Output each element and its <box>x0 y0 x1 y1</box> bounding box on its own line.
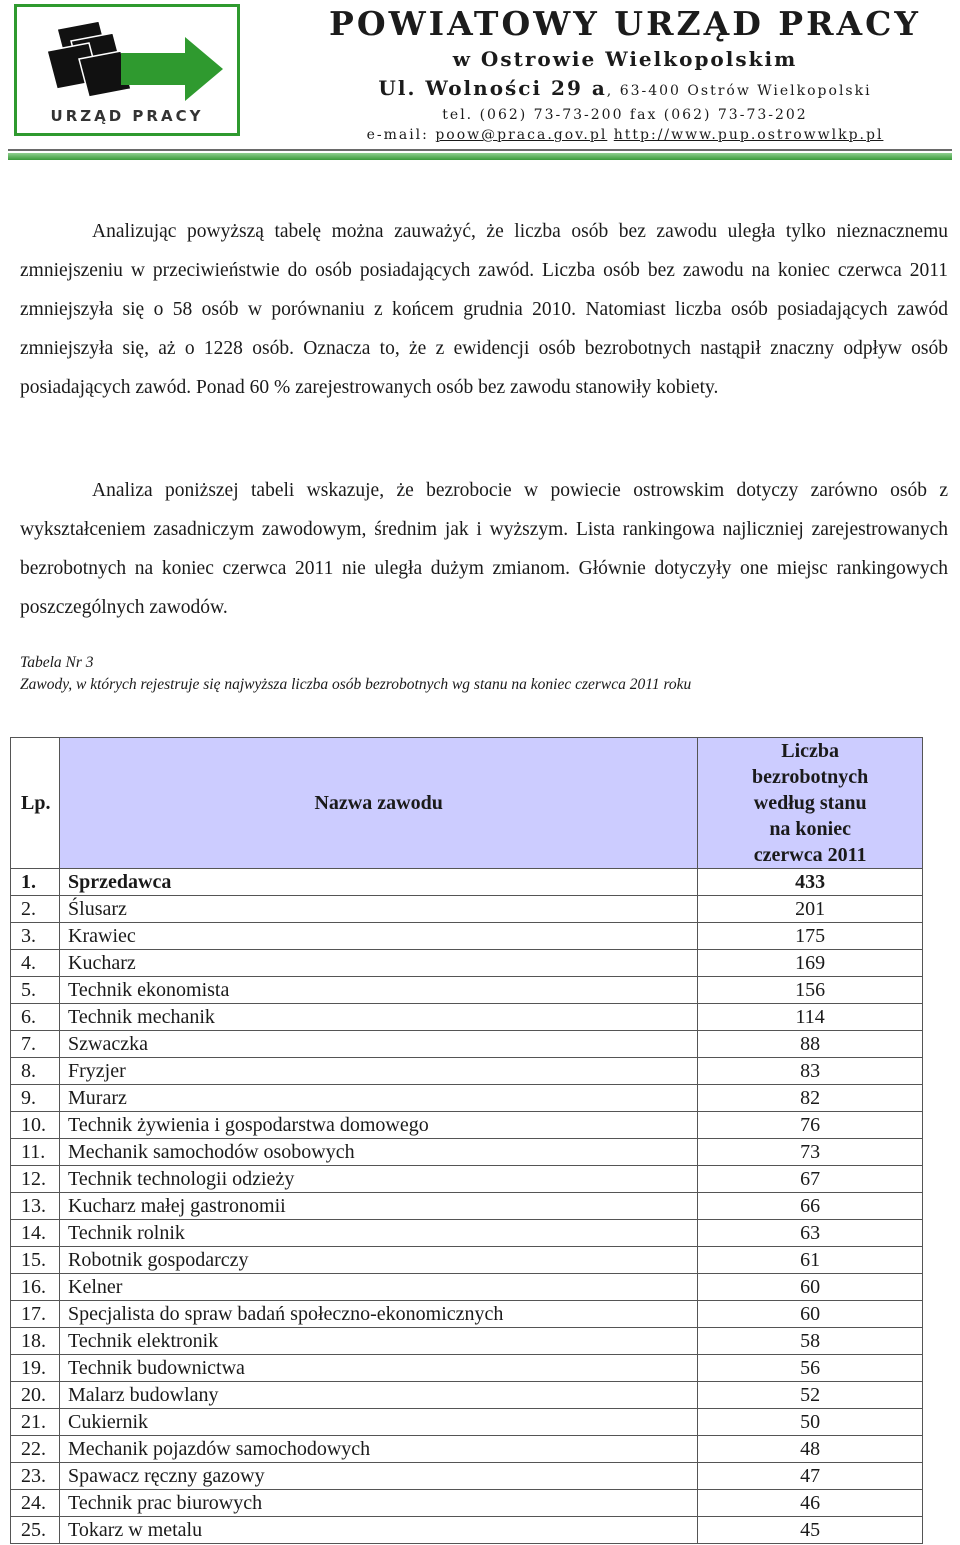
occupation-name: Mechanik pojazdów samochodowych <box>60 1436 698 1463</box>
occupation-name: Krawiec <box>60 923 698 950</box>
table-row <box>11 1112 923 1139</box>
unemployed-count: 45 <box>698 1517 923 1544</box>
postcode-city: , 63-400 Ostrów Wielkopolski <box>606 83 872 99</box>
table-row <box>11 1409 923 1436</box>
street-address: Ul. Wolności 29 a <box>378 76 607 100</box>
occupation-name: Kucharz małej gastronomii <box>60 1193 698 1220</box>
table-row <box>11 1031 923 1058</box>
unemployed-count: 47 <box>698 1463 923 1490</box>
occupation-name: Specjalista do spraw badań społeczno-ekonomicznych <box>60 1301 698 1328</box>
table-row <box>11 1517 923 1544</box>
occupation-name: Fryzjer <box>60 1058 698 1085</box>
row-number: 5. <box>11 977 60 1004</box>
table-row <box>11 950 923 977</box>
unemployed-count: 52 <box>698 1382 923 1409</box>
letterhead <box>0 0 960 165</box>
unemployed-count: 50 <box>698 1409 923 1436</box>
table-row <box>11 1274 923 1301</box>
row-number: 25. <box>11 1517 60 1544</box>
organization-name: POWIATOWY URZĄD PRACY <box>329 4 921 43</box>
unemployed-count: 169 <box>698 950 923 977</box>
row-number: 7. <box>11 1031 60 1058</box>
logo-text: URZĄD PRACY <box>50 107 204 125</box>
occupation-name: Spawacz ręczny gazowy <box>60 1463 698 1490</box>
unemployed-count: 156 <box>698 977 923 1004</box>
header-count-line: bezrobotnych <box>752 766 869 788</box>
occupation-name: Technik elektronik <box>60 1328 698 1355</box>
unemployed-count: 76 <box>698 1112 923 1139</box>
row-number: 14. <box>11 1220 60 1247</box>
header-occupation-name: Nazwa zawodu <box>60 738 698 869</box>
website-link[interactable]: http://www.pup.ostrowwlkp.pl <box>613 127 884 143</box>
row-number: 22. <box>11 1436 60 1463</box>
table-row <box>11 1436 923 1463</box>
email-label: e-mail: <box>366 127 436 143</box>
unemployed-count: 67 <box>698 1166 923 1193</box>
row-number: 11. <box>11 1139 60 1166</box>
unemployed-count: 48 <box>698 1436 923 1463</box>
row-number: 4. <box>11 950 60 977</box>
table-row <box>11 1247 923 1274</box>
occupation-name: Cukiernik <box>60 1409 698 1436</box>
table-row <box>11 1166 923 1193</box>
occupation-name: Sprzedawca <box>60 869 698 896</box>
row-number: 17. <box>11 1301 60 1328</box>
occupation-name: Murarz <box>60 1085 698 1112</box>
occupation-name: Technik budownictwa <box>60 1355 698 1382</box>
paragraph-2-text: Analiza poniższej tabeli wskazuje, że bezrobocie w powiecie ostrowskim dotyczy zarówno osób z wykształceniem zasadniczym zawodowym, średnim jak i wyższym. Lista rankingowa najliczniej zarejestrowanych bezrobotnych na koniec czerwca 2011 nie uległa dużym zmianom. Głównie dotyczyły one miejsc rankingowych poszczególnych zawodów. <box>20 480 948 618</box>
paragraph-1 <box>20 212 948 407</box>
unemployed-count: 60 <box>698 1274 923 1301</box>
occupation-name: Technik żywienia i gospodarstwa domowego <box>60 1112 698 1139</box>
email-link[interactable]: poow@praca.gov.pl <box>435 127 608 143</box>
table-row <box>11 896 923 923</box>
table-row <box>11 869 923 896</box>
header-count-line: Liczba <box>781 740 840 762</box>
occupation-name: Technik ekonomista <box>60 977 698 1004</box>
occupation-name: Robotnik gospodarczy <box>60 1247 698 1274</box>
paragraph-1-text: Analizując powyższą tabelę można zauważyć, że liczba osób bez zawodu uległa tylko nieznacznemu zmniejszeniu w przeciwieństwie do osób posiadających zawód. Liczba osób bez zawodu na koniec czerwca 2011 zmniejszyła się o 58 osób w porównaniu z końcem grudnia 2010. Natomiast liczba osób posiadających zawód zmniejszyła się, aż o 1228 osób. Oznacza to, że z ewidencji osób bezrobotnych nastąpił znaczny odpływ osób posiadających zawód. Ponad 60 % zarejestrowanych osób bez zawodu stanowiły kobiety. <box>20 221 948 398</box>
row-number: 3. <box>11 923 60 950</box>
table-row <box>11 1355 923 1382</box>
occupation-name: Technik technologii odzieży <box>60 1166 698 1193</box>
table-row <box>11 1004 923 1031</box>
logo <box>14 4 240 136</box>
table-row <box>11 1490 923 1517</box>
unemployed-count: 201 <box>698 896 923 923</box>
row-number: 15. <box>11 1247 60 1274</box>
header-lp: Lp. <box>11 738 60 869</box>
row-number: 23. <box>11 1463 60 1490</box>
unemployed-count: 73 <box>698 1139 923 1166</box>
table-body <box>11 869 923 1544</box>
unemployed-count: 82 <box>698 1085 923 1112</box>
unemployed-count: 433 <box>698 869 923 896</box>
occupation-name: Tokarz w metalu <box>60 1517 698 1544</box>
occupation-name: Kelner <box>60 1274 698 1301</box>
unemployed-count: 60 <box>698 1301 923 1328</box>
row-number: 19. <box>11 1355 60 1382</box>
header-green-bar <box>8 153 952 160</box>
occupation-name: Technik prac biurowych <box>60 1490 698 1517</box>
unemployed-count: 66 <box>698 1193 923 1220</box>
header-unemployed-count <box>698 738 923 869</box>
occupation-name: Kucharz <box>60 950 698 977</box>
contact-line <box>300 125 950 145</box>
phone-fax: tel. (062) 73-73-200 fax (062) 73-73-202 <box>442 107 808 123</box>
header-count-line: czerwca 2011 <box>753 844 867 866</box>
table-row <box>11 1328 923 1355</box>
table-row <box>11 1463 923 1490</box>
unemployed-count: 58 <box>698 1328 923 1355</box>
header-count-line: na koniec <box>769 818 851 840</box>
row-number: 6. <box>11 1004 60 1031</box>
row-number: 16. <box>11 1274 60 1301</box>
row-number: 8. <box>11 1058 60 1085</box>
row-number: 18. <box>11 1328 60 1355</box>
row-number: 20. <box>11 1382 60 1409</box>
row-number: 10. <box>11 1112 60 1139</box>
occupation-name: Technik rolnik <box>60 1220 698 1247</box>
occupation-name: Ślusarz <box>60 896 698 923</box>
row-number: 2. <box>11 896 60 923</box>
table-row <box>11 1193 923 1220</box>
occupation-ranking-table <box>10 737 923 1544</box>
table-row <box>11 923 923 950</box>
header-count-line: według stanu <box>753 792 867 814</box>
occupation-name: Technik mechanik <box>60 1004 698 1031</box>
row-number: 9. <box>11 1085 60 1112</box>
organization-address <box>300 74 950 105</box>
logo-arrow-icon <box>17 7 237 107</box>
unemployed-count: 88 <box>698 1031 923 1058</box>
unemployed-count: 56 <box>698 1355 923 1382</box>
table-title: Zawody, w których rejestruje się najwyższa liczba osób bezrobotnych wg stanu na koniec czerwca 2011 roku <box>20 676 692 693</box>
unemployed-count: 46 <box>698 1490 923 1517</box>
occupation-name: Szwaczka <box>60 1031 698 1058</box>
row-number: 12. <box>11 1166 60 1193</box>
unemployed-count: 63 <box>698 1220 923 1247</box>
table-header-row <box>11 738 923 869</box>
unemployed-count: 61 <box>698 1247 923 1274</box>
row-number: 13. <box>11 1193 60 1220</box>
occupation-name: Malarz budowlany <box>60 1382 698 1409</box>
paragraph-2 <box>20 471 948 627</box>
row-number: 24. <box>11 1490 60 1517</box>
row-number: 1. <box>11 869 60 896</box>
unemployed-count: 83 <box>698 1058 923 1085</box>
table-row <box>11 1085 923 1112</box>
occupation-name: Mechanik samochodów osobowych <box>60 1139 698 1166</box>
table-number: Tabela Nr 3 <box>20 654 94 671</box>
row-number: 21. <box>11 1409 60 1436</box>
unemployed-count: 114 <box>698 1004 923 1031</box>
table-row <box>11 1301 923 1328</box>
unemployed-count: 175 <box>698 923 923 950</box>
header-divider <box>8 149 952 151</box>
table-row <box>11 1058 923 1085</box>
table-row <box>11 1382 923 1409</box>
table-row <box>11 1139 923 1166</box>
letterhead-text <box>300 4 950 145</box>
table-row <box>11 1220 923 1247</box>
table-row <box>11 977 923 1004</box>
organization-city: w Ostrowie Wielkopolskim <box>452 47 798 71</box>
